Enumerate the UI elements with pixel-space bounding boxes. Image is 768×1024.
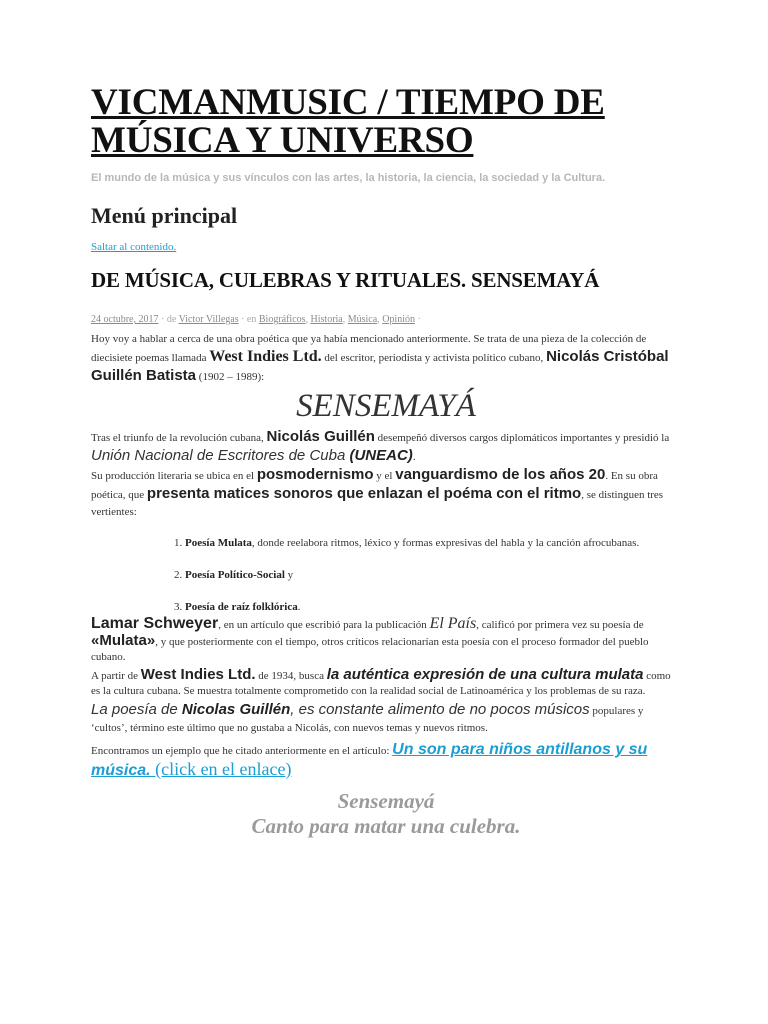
page bbox=[91, 84, 681, 839]
paragraph-intro bbox=[91, 331, 681, 386]
bold-text: West Indies Ltd. bbox=[209, 348, 322, 365]
list-item bbox=[185, 599, 681, 616]
text: , y que posteriormente con el tiempo, otros críticos relacionarían esta poesía con el proceso formador del pueblo cubano. bbox=[91, 636, 649, 663]
paragraph-production bbox=[91, 466, 681, 521]
bold-text: Nicolás Guillén bbox=[266, 428, 375, 445]
text: desempeñó diversos cargos diplomáticos importantes y presidió la bbox=[374, 432, 670, 444]
category-link-biograficos[interactable]: Biográficos bbox=[258, 314, 306, 325]
bold-text: «Mulata» bbox=[91, 632, 156, 649]
italic-text: El País bbox=[429, 615, 477, 632]
category-link-musica[interactable]: Música bbox=[347, 314, 378, 325]
paragraph-schweyer bbox=[91, 616, 681, 665]
text: de 1934, busca bbox=[255, 670, 327, 682]
text: Tras el triunfo de la revolución cubana, bbox=[91, 432, 267, 444]
list-item bbox=[185, 567, 681, 584]
bold-text: Lamar Schweyer bbox=[91, 615, 219, 632]
meta-end: · bbox=[414, 314, 421, 325]
site-tagline: El mundo de la música y sus vínculos con las artes, la historia, la ciencia, la sociedad y la Cultura. bbox=[91, 172, 606, 184]
text: Hoy voy a hablar a cerca de una obra poética que ya había mencionado anteriormente. Se trata de una pieza de la colección de diecisiete poemas llamada bbox=[91, 333, 647, 364]
bold-text: West Indies Ltd. bbox=[140, 666, 256, 683]
list-item-text: y bbox=[284, 569, 294, 581]
post-author-link[interactable]: Victor Villegas bbox=[178, 314, 239, 325]
text: , se distinguen tres vertientes: bbox=[91, 489, 664, 518]
post-content bbox=[91, 331, 681, 839]
vertientes-list bbox=[91, 535, 681, 616]
list-item bbox=[185, 535, 681, 552]
italic-text: Unión Nacional de Escritores de Cuba bbox=[91, 447, 346, 464]
meta-separator: · de bbox=[158, 314, 179, 325]
site-title[interactable]: VICMANMUSIC / TIEMPO DE MÚSICA Y UNIVERSO bbox=[91, 82, 605, 161]
text: y el bbox=[373, 470, 396, 482]
bold-text: Nicolás Cristóbal Guillén Batista bbox=[91, 348, 669, 384]
poem-title: Sensemayá bbox=[337, 789, 435, 813]
click-link[interactable]: (click en el enlace) bbox=[150, 759, 292, 779]
italic-text: , es constante alimento de no pocos músicos bbox=[290, 701, 590, 718]
bold-italic-text: Nicolas Guillén bbox=[181, 701, 291, 718]
text: (1902 – 1989): bbox=[196, 371, 265, 383]
poem-heading bbox=[91, 789, 681, 839]
poem-subtitle: Canto para matar una culebra. bbox=[251, 814, 521, 838]
paragraph-revolution bbox=[91, 428, 681, 466]
italic-text: La poesía de bbox=[91, 701, 182, 718]
paragraph-ejemplo bbox=[91, 741, 681, 781]
text: Encontramos un ejemplo que he citado anteriormente en el artículo: bbox=[91, 745, 393, 757]
category-link-historia[interactable]: Historia bbox=[310, 314, 343, 325]
list-item-text: . bbox=[297, 601, 301, 613]
text: del escritor, periodista y activista político cubano, bbox=[321, 352, 547, 364]
bold-text: vanguardismo de los años 20 bbox=[395, 466, 606, 483]
text: A partir de bbox=[91, 670, 141, 682]
paragraph-musicos bbox=[91, 701, 681, 737]
text: , en un artículo que escribió para la publicación bbox=[218, 619, 430, 631]
text: como es la cultura cubana. Se muestra totalmente comprometido con la realidad social de Latinoamérica y los problemas de su raza. bbox=[91, 670, 671, 697]
menu-title[interactable]: Menú principal bbox=[91, 203, 238, 228]
bold-italic-text: (UNEAC) bbox=[345, 447, 413, 464]
list-item-bold: Poesía Mulata bbox=[185, 537, 252, 549]
sensemaya-heading: SENSEMAYÁ bbox=[296, 388, 476, 424]
bold-text: presenta matices sonoros que enlazan el poéma con el ritmo bbox=[146, 485, 582, 502]
text: . En su obra poética, que bbox=[91, 470, 658, 501]
list-item-bold: Poesía Político-Social bbox=[185, 569, 285, 581]
meta-comma: , bbox=[377, 314, 383, 325]
post-title: DE MÚSICA, CULEBRAS Y RITUALES. SENSEMAYÁ bbox=[91, 268, 600, 292]
list-item-text: , donde reelabora ritmos, léxico y formas expresivas del habla y la canción afrocubanas. bbox=[251, 537, 640, 549]
post-meta bbox=[91, 313, 681, 327]
text: , calificó por primera vez su poesía de bbox=[476, 619, 644, 631]
text: populares y ‘cultos’, término este último que no gustaba a Nicolás, con nuevos temas y nuevos ritmos. bbox=[91, 705, 644, 734]
skip-to-content-link[interactable]: Saltar al contenido. bbox=[91, 241, 177, 253]
category-link-opinion[interactable]: Opinión bbox=[382, 314, 415, 325]
meta-comma: , bbox=[305, 314, 311, 325]
bold-italic-text: la auténtica expresión de una cultura mulata bbox=[326, 666, 644, 683]
meta-comma: , bbox=[342, 314, 348, 325]
list-item-bold: Poesía de raíz folklórica bbox=[185, 601, 298, 613]
text: . bbox=[412, 451, 416, 463]
meta-separator: · en bbox=[238, 314, 259, 325]
post-date-link[interactable]: 24 octubre, 2017 bbox=[91, 314, 159, 325]
text: Su producción literaria se ubica en el bbox=[91, 470, 257, 482]
bold-text: posmodernismo bbox=[256, 466, 374, 483]
article-link[interactable]: Un son para niños antillanos y su música. bbox=[91, 741, 648, 779]
paragraph-west-indies bbox=[91, 667, 681, 699]
